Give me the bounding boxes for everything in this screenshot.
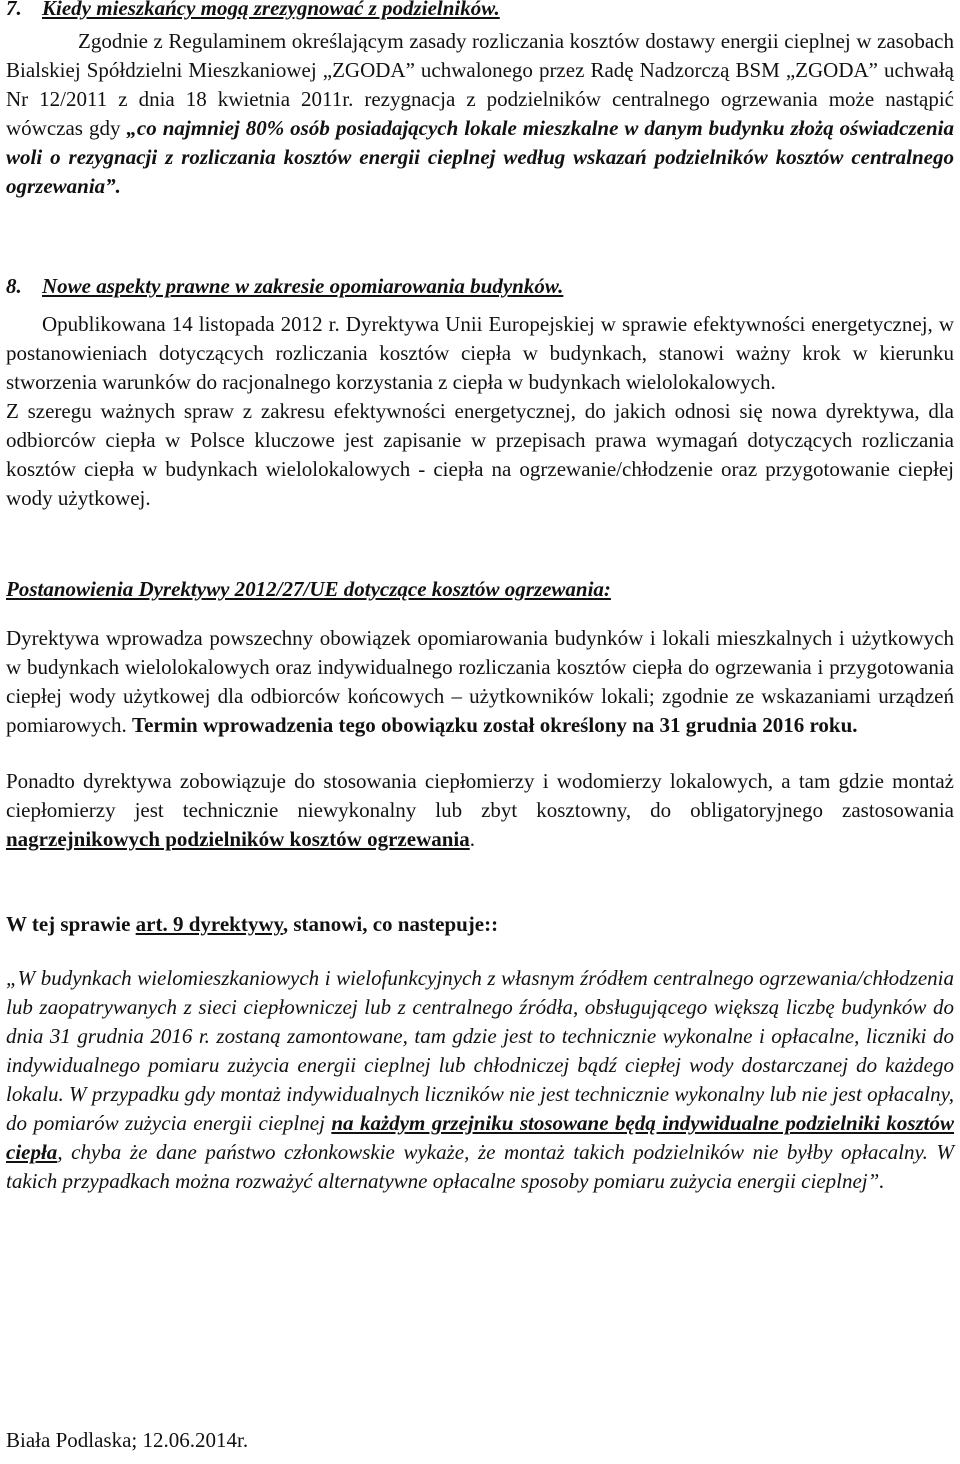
section-7-text: Zgodnie z Regulaminem określającym zasady rozliczania kosztów dostawy energii cieplnej w zasobach Bialskiej Spółdzielni Mieszkaniowej „ZGODA” uchwalonego przez Radę Nadzorczą BSM „ZGODA” uchwałą Nr 12/2011 z dnia 18 kwietnia 2011r. rezygnacja z podzielników centralnego ogrzewania może nastąpić wówczas gdy bbox=[6, 29, 954, 140]
provisions-text-2: Ponadto dyrektywa zobowiązuje do stosowania ciepłomierzy i wodomierzy lokalowych, a tam gdzie montaż ciepłomierzy jest technicznie niewykonalny lub zbyt kosztowny, do obligatoryjnego zastosowania bbox=[6, 769, 954, 822]
section-8-number: 8. bbox=[6, 274, 22, 298]
article-9-lead-a: W tej sprawie bbox=[6, 912, 136, 936]
section-7-title: Kiedy mieszkańcy mogą zrezygnować z podzielników. bbox=[42, 0, 500, 20]
place-date: Biała Podlaska; 12.06.2014r. bbox=[6, 1428, 249, 1452]
article-9-link[interactable]: art. 9 dyrektywy bbox=[135, 912, 283, 936]
provisions-deadline: Termin wprowadzenia tego obowiązku został określony na 31 grudnia 2016 roku. bbox=[131, 713, 858, 737]
article-9-section bbox=[6, 910, 954, 1196]
provisions-section bbox=[6, 575, 954, 854]
section-8-heading bbox=[6, 272, 954, 301]
section-7-paragraph bbox=[6, 27, 954, 201]
provisions-paragraph-1 bbox=[6, 624, 954, 740]
provisions-paragraph-2 bbox=[6, 767, 954, 854]
provisions-period: . bbox=[469, 827, 475, 851]
section-8-title: Nowe aspekty prawne w zakresie opomiarowania budynków. bbox=[42, 274, 564, 298]
section-8-paragraph-1: Opublikowana 14 listopada 2012 r. Dyrektywa Unii Europejskiej w sprawie efektywności energetycznej, w postanowieniach dotyczących rozliczania kosztów ciepła w budynkach, stanowi ważny krok w kierunku stworzenia warunków do racjonalnego korzystania z ciepła w budynkach wielolokalowych. bbox=[6, 312, 954, 394]
article-9-lead-b: , stanowi, co nastepuje:: bbox=[282, 912, 499, 936]
article-9-quote bbox=[6, 964, 954, 1196]
provisions-heading: Postanowienia Dyrektywy 2012/27/UE dotyczące kosztów ogrzewania: bbox=[6, 577, 611, 601]
footer bbox=[6, 1426, 954, 1455]
section-7-quote: „co najmniej 80% osób posiadających lokale mieszkalne w danym budynku złożą oświadczenia woli o rezygnacji z rozliczania kosztów energii cieplnej według wskazań podzielników kosztów centralnego ogrzewania”. bbox=[6, 116, 954, 198]
section-7-number: 7. bbox=[6, 0, 22, 20]
provisions-text: Dyrektywa wprowadza powszechny obowiązek opomiarowania budynków i lokali mieszkalnych i użytkowych w budynkach wielolokalowych oraz indywidualnego rozliczania kosztów ciepła do ogrzewania i przygotowania ciepłej wody użytkowej dla odbiorców końcowych – użytkowników lokali; zgodnie ze wskazaniami urządzeń pomiarowych. bbox=[6, 626, 954, 737]
article-9-lead bbox=[6, 910, 954, 939]
allocator-link[interactable]: nagrzejnikowych podzielników kosztów ogrzewania bbox=[6, 827, 470, 851]
section-7 bbox=[6, 0, 954, 201]
section-8-paragraph-2: Z szeregu ważnych spraw z zakresu efektywności energetycznej, do jakich odnosi się nowa dyrektywa, dla odbiorców ciepła w Polsce kluczowe jest zapisanie w przepisach prawa wymagań dotyczących rozliczania kosztów ciepła w budynkach wielolokalowych - ciepła na ogrzewanie/chłodzenie oraz przygotowanie ciepłej wody użytkowej. bbox=[6, 399, 954, 510]
article-9-quote-emphasis: na każdym grzejniku stosowane będą indywidualne podzielniki kosztów ciepła bbox=[6, 1111, 955, 1164]
section-7-heading bbox=[6, 0, 954, 23]
article-9-quote-b: , chyba że dane państwo członkowskie wykaże, że montaż takich podzielników nie byłby opłacalny. W takich przypadkach można rozważyć alternatywne opłacalne sposoby pomiaru zużycia energii cieplnej”. bbox=[6, 1140, 954, 1193]
section-8 bbox=[6, 272, 954, 513]
article-9-quote-a: „W budynkach wielomieszkaniowych i wielofunkcyjnych z własnym źródłem centralnego ogrzewania/chłodzenia lub zaopatrywanych z sieci ciepłowniczej lub z centralnego źródła, obsługującego większą liczbę budynków do dnia 31 grudnia 2016 r. zostaną zamontowane, tam gdzie jest to technicznie wykonalne i opłacalne, liczniki do indywidualnego pomiaru zużycia energii cieplnej lub chłodniczej bądź ciepłej wody dostarczanej do każdego lokalu. W przypadku gdy montaż indywidualnych liczników nie jest technicznie wykonalny lub nie jest opłacalny, do pomiarów zużycia energii cieplnej bbox=[6, 966, 954, 1135]
